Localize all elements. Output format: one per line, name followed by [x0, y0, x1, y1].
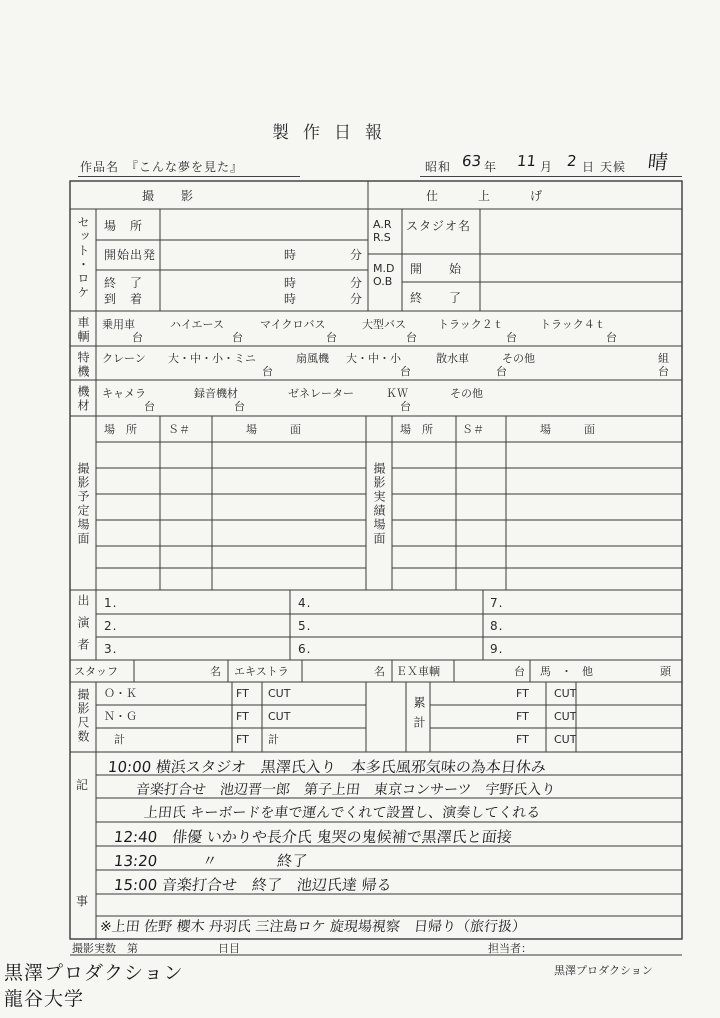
month-value: 11 — [516, 152, 538, 170]
equip-unit-2: 台 — [234, 400, 245, 413]
end-hour-unit: 時 — [284, 276, 298, 290]
horse-unit: 頭 — [660, 665, 671, 678]
day-unit: 日 — [582, 160, 596, 174]
ok-cut: CUT — [268, 687, 291, 700]
plan-sno-header: Ｓ＃ — [168, 423, 190, 436]
actual-sno-header: Ｓ＃ — [462, 423, 484, 436]
end-label: 終 了 — [104, 276, 144, 290]
md-ob-label: M.D O.B — [373, 262, 395, 288]
plan-scene-header: 場 面 — [246, 423, 301, 436]
place-label: 場 所 — [104, 219, 144, 233]
actual-place-header: 場 所 — [400, 423, 433, 436]
vehicle-hiace: ハイエース — [170, 318, 225, 331]
cast-4: 4. — [298, 596, 312, 610]
arrive-minute-unit: 分 — [350, 292, 364, 306]
ar-rs-label: A.R R.S — [373, 218, 392, 244]
cast-2: 2. — [104, 619, 118, 633]
vehicle-car: 乗用車 — [102, 318, 135, 331]
cum-ok-cut: CUT — [554, 687, 577, 700]
special-unit-4: 台 — [658, 365, 669, 378]
company-footer: 黒澤プロダクション — [554, 964, 653, 977]
note-line-2: 音楽打合せ 池辺晋一郎 第子上田 東京コンサーツ 宇野氏入り — [135, 782, 557, 798]
crane-label: クレーン — [102, 352, 146, 365]
cum-total-ft: FT — [516, 733, 529, 746]
crane-size: 大・中・小・ミニ — [168, 352, 256, 365]
sprinkler-label: 散水車 — [436, 352, 469, 365]
work-name: 『こんな夢を見た』 — [126, 160, 244, 174]
start-hour-unit: 時 — [284, 248, 298, 262]
special-unit-1: 台 — [262, 365, 273, 378]
special-unit-3: 台 — [496, 365, 507, 378]
vehicle-truck2t: トラック２ｔ — [438, 318, 504, 331]
actual-scenes-label: 撮影実績場面 — [372, 462, 386, 546]
fan-label: 扇風機 — [296, 352, 329, 365]
cast-3: 3. — [104, 642, 118, 656]
special-unit-2: 台 — [400, 365, 411, 378]
total-label: 計 — [114, 733, 125, 746]
era-label: 昭和 — [425, 160, 452, 174]
form-title: 製作日報 — [272, 123, 396, 143]
note-line-1: 10:00 横浜スタジオ 黒澤氏入り 本多氏風邪気味の為本日休み — [107, 758, 547, 776]
equipment-label: 機材 — [76, 385, 90, 413]
month-unit: 月 — [540, 160, 554, 174]
cast-1: 1. — [104, 596, 118, 610]
person-label: 担当者： — [488, 942, 532, 955]
weather-value: 晴 — [646, 150, 670, 174]
extra-name-unit: 名 — [374, 665, 385, 678]
day-value: 2 — [566, 152, 578, 170]
extra-label: エキストラ — [234, 665, 289, 678]
notes-label-ji: 事 — [76, 894, 90, 908]
cast-label: 出演者 — [76, 594, 90, 660]
cast-9: 9. — [490, 642, 504, 656]
staff-name-unit: 名 — [210, 665, 221, 678]
finish-header: 仕 上 げ — [426, 189, 544, 203]
cum-ng-ft: FT — [516, 710, 529, 723]
cast-6: 6. — [298, 642, 312, 656]
watermark-university: 龍谷大学 — [4, 988, 85, 1010]
vehicle-microbus: マイクロバス — [260, 318, 326, 331]
notes-label-ki: 記 — [76, 778, 90, 792]
studio-name-label: スタジオ名 — [406, 219, 472, 233]
ng-cut: CUT — [268, 710, 291, 723]
horse-label: 馬・他 — [540, 665, 603, 678]
arrive-hour-unit: 時 — [284, 292, 298, 306]
work-label: 作品名 — [80, 160, 120, 174]
ex-vehicle-label: ＥＸ車輌 — [396, 665, 440, 678]
equip-unit-1: 台 — [144, 400, 155, 413]
note-line-5: 13:20 〃 終了 — [113, 852, 309, 870]
vehicle-unit-5: 台 — [506, 331, 517, 344]
setloc-label: セット・ロケ — [76, 216, 90, 300]
plan-place-header: 場 所 — [104, 423, 137, 436]
year-value: 63 — [461, 152, 483, 170]
cast-5: 5. — [298, 619, 312, 633]
vehicle-bus: 大型バス — [362, 318, 406, 331]
vehicle-unit-1: 台 — [132, 331, 143, 344]
note-line-4: 12:40 俳優 いかりや長介氏 鬼哭の鬼候補で黒澤氏と面接 — [113, 828, 513, 846]
equip-generator: ゼネレーター — [288, 387, 354, 400]
special-other-label: その他 — [502, 352, 535, 365]
equip-kw: ＫＷ — [386, 387, 408, 400]
days-label: 撮影実数 第 — [72, 942, 138, 955]
vehicle-truck4t: トラック４ｔ — [540, 318, 606, 331]
start-depart-label: 開始出発 — [104, 248, 157, 262]
vehicle-unit-2: 台 — [232, 331, 243, 344]
staff-label: スタッフ — [74, 665, 118, 678]
note-line-6: 15:00 音楽打合せ 終了 池辺氏達 帰る — [113, 876, 393, 894]
end-minute-unit: 分 — [350, 276, 364, 290]
actual-scene-header: 場 面 — [540, 423, 595, 436]
vehicles-label: 車輌 — [76, 316, 90, 344]
cumulative-label: 累計 — [412, 696, 426, 736]
ng-ft: FT — [236, 710, 249, 723]
cast-7: 7. — [490, 596, 504, 610]
shooting-header: 撮 影 — [142, 189, 195, 203]
year-unit: 年 — [484, 160, 498, 174]
ok-label: Ｏ・Ｋ — [104, 687, 137, 700]
total-mark: 計 — [268, 733, 279, 746]
vehicle-unit-6: 台 — [606, 331, 617, 344]
ng-label: Ｎ・Ｇ — [104, 710, 137, 723]
equip-camera: キャメラ — [102, 387, 146, 400]
vehicle-unit-3: 台 — [326, 331, 337, 344]
special-label: 特機 — [76, 351, 90, 379]
note-line-3: 上田氏 キーボードを車で運んでくれて設置し、演奏してくれる — [143, 805, 542, 821]
equip-unit-3: 台 — [400, 400, 411, 413]
finish-end-label: 終 了 — [410, 291, 463, 305]
fan-size: 大・中・小 — [346, 352, 401, 365]
cum-ng-cut: CUT — [554, 710, 577, 723]
plan-scenes-label: 撮影予定場面 — [76, 462, 90, 546]
cum-total-cut: CUT — [554, 733, 577, 746]
ok-ft: FT — [236, 687, 249, 700]
footage-label: 撮影尺数 — [76, 688, 90, 744]
cast-8: 8. — [490, 619, 504, 633]
start-minute-unit: 分 — [350, 248, 364, 262]
equip-other: その他 — [450, 387, 483, 400]
vehicle-unit-4: 台 — [406, 331, 417, 344]
cum-ok-ft: FT — [516, 687, 529, 700]
note-line-7: ※上田 佐野 櫻木 丹羽氏 三注島ロケ 旋現場視察 日帰り（旅行扱） — [99, 919, 527, 935]
equip-sound: 録音機材 — [194, 387, 238, 400]
total-ft: FT — [236, 733, 249, 746]
days-unit: 日目 — [218, 942, 240, 955]
watermark-company: 黒澤プロダクション — [4, 962, 184, 984]
special-set-unit: 組 — [658, 352, 669, 365]
weather-label: 天候 — [600, 160, 627, 174]
begin-label: 開 始 — [410, 262, 463, 276]
ex-vehicle-unit: 台 — [514, 665, 525, 678]
arrive-label: 到 着 — [104, 292, 144, 306]
